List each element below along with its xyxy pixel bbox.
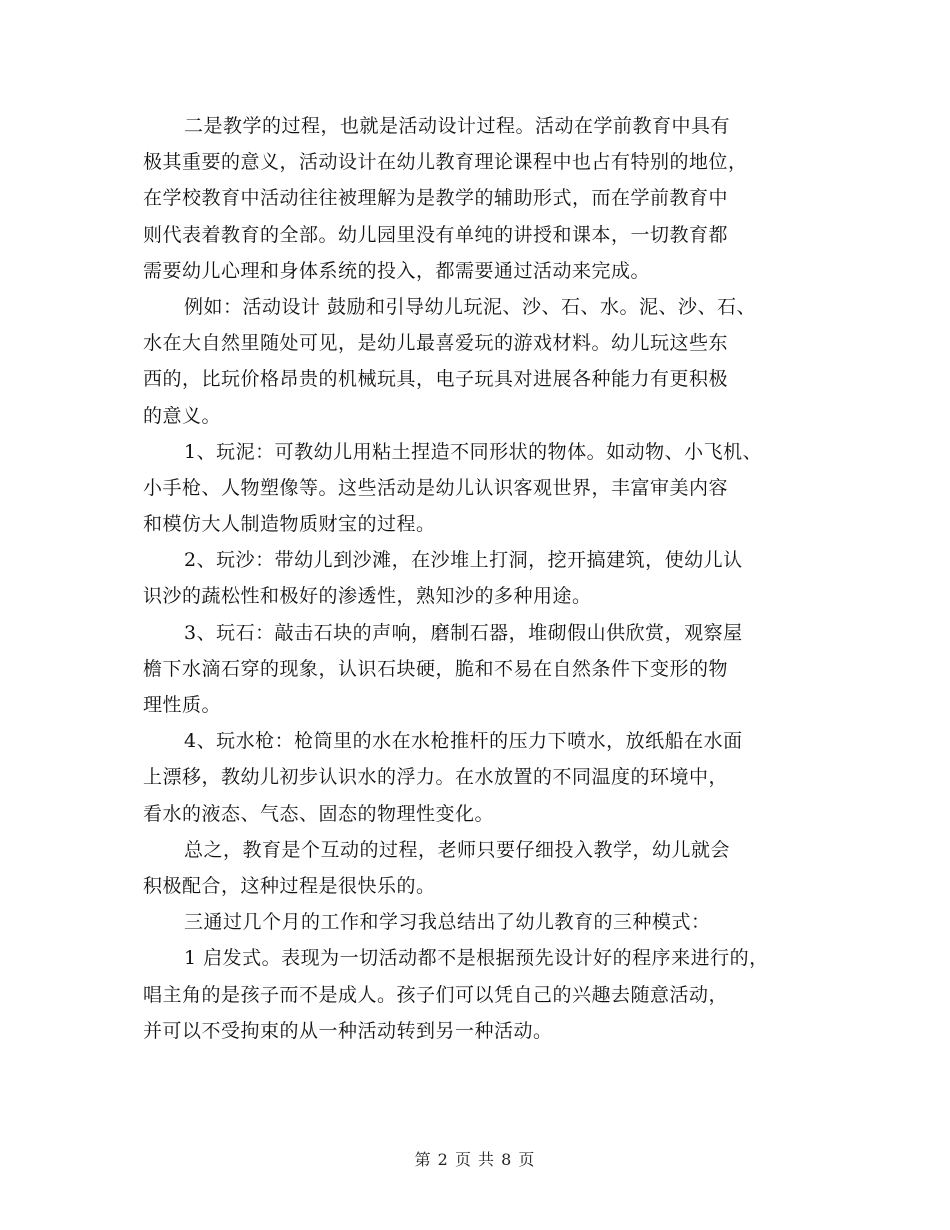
paragraph <box>143 904 823 940</box>
text-line: 4、玩水枪：枪筒里的水在水枪推杆的压力下喷水，放纸船在水面 <box>184 730 743 753</box>
text-line: 则代表着教育的全部。幼儿园里没有单纯的讲授和课本，一切教育都 <box>143 223 729 246</box>
text-line: 并可以不受拘束的从一种活动转到另一种活动。 <box>143 1019 553 1042</box>
text-line: 3、玩石：敲击石块的声响，磨制石器，堆砌假山供欣赏，观察屋 <box>184 621 743 644</box>
text-line: 总之，教育是个互动的过程，老师只要仔细投入教学，幼儿就会 <box>184 838 731 861</box>
text-line: 需要幼儿心理和身体系统的投入，都需要通过活动来完成。 <box>143 259 651 282</box>
paragraph <box>143 723 823 832</box>
text-line: 上漂移，教幼儿初步认识水的浮力。在水放置的不同温度的环境中， <box>143 766 729 789</box>
text-line: 1 启发式。表现为一切活动都不是根据预先设计好的程序来进行的， <box>184 947 769 970</box>
paragraph <box>143 434 823 543</box>
text-line: 西的，比玩价格昂贵的机械玩具，电子玩具对进展各种能力有更积极 <box>143 368 729 391</box>
text-line: 积极配合，这种过程是很快乐的。 <box>143 874 436 897</box>
paragraph <box>143 542 823 614</box>
text-line: 唱主角的是孩子而不是成人。孩子们可以凭自己的兴趣去随意活动， <box>143 983 729 1006</box>
text-line: 2、玩沙：带幼儿到沙滩，在沙堆上打洞，挖开搞建筑，使幼儿认 <box>184 549 743 572</box>
paragraph <box>143 108 823 289</box>
text-line: 看水的液态、气态、固态的物理性变化。 <box>143 802 495 825</box>
text-line: 和模仿大人制造物质财宝的过程。 <box>143 513 436 536</box>
text-line: 三通过几个月的工作和学习我总结出了幼儿教育的三种模式： <box>184 911 711 934</box>
paragraph <box>143 289 823 434</box>
text-line: 极其重要的意义，活动设计在幼儿教育理论课程中也占有特别的地位， <box>143 151 748 174</box>
text-line: 1、玩泥：可教幼儿用粘土捏造不同形状的物体。如动物、小飞机、 <box>184 440 763 463</box>
text-line: 二是教学的过程，也就是活动设计过程。活动在学前教育中具有 <box>184 115 731 137</box>
text-line: 理性质。 <box>143 694 222 716</box>
text-line: 水在大自然里随处可见，是幼儿最喜爱玩的游戏材料。幼儿玩这些东 <box>143 332 729 355</box>
text-line: 在学校教育中活动往往被理解为是教学的辅助形式，而在学前教育中 <box>143 187 729 210</box>
document-body <box>143 108 823 1049</box>
text-line: 小手枪、人物塑像等。这些活动是幼儿认识客观世界，丰富审美内容 <box>143 476 729 499</box>
text-line: 檐下水滴石穿的现象，认识石块硬，脆和不易在自然条件下变形的物 <box>143 657 729 680</box>
text-line: 例如：活动设计 鼓励和引导幼儿玩泥、沙、石、水。泥、沙、石、 <box>184 295 757 318</box>
paragraph <box>143 832 823 904</box>
paragraph <box>143 940 823 1049</box>
paragraph <box>143 615 823 724</box>
text-line: 的意义。 <box>143 404 222 427</box>
page-number-footer: 第 2 页 共 8 页 <box>414 1150 536 1169</box>
text-line: 识沙的蔬松性和极好的渗透性，熟知沙的多种用途。 <box>143 585 592 608</box>
